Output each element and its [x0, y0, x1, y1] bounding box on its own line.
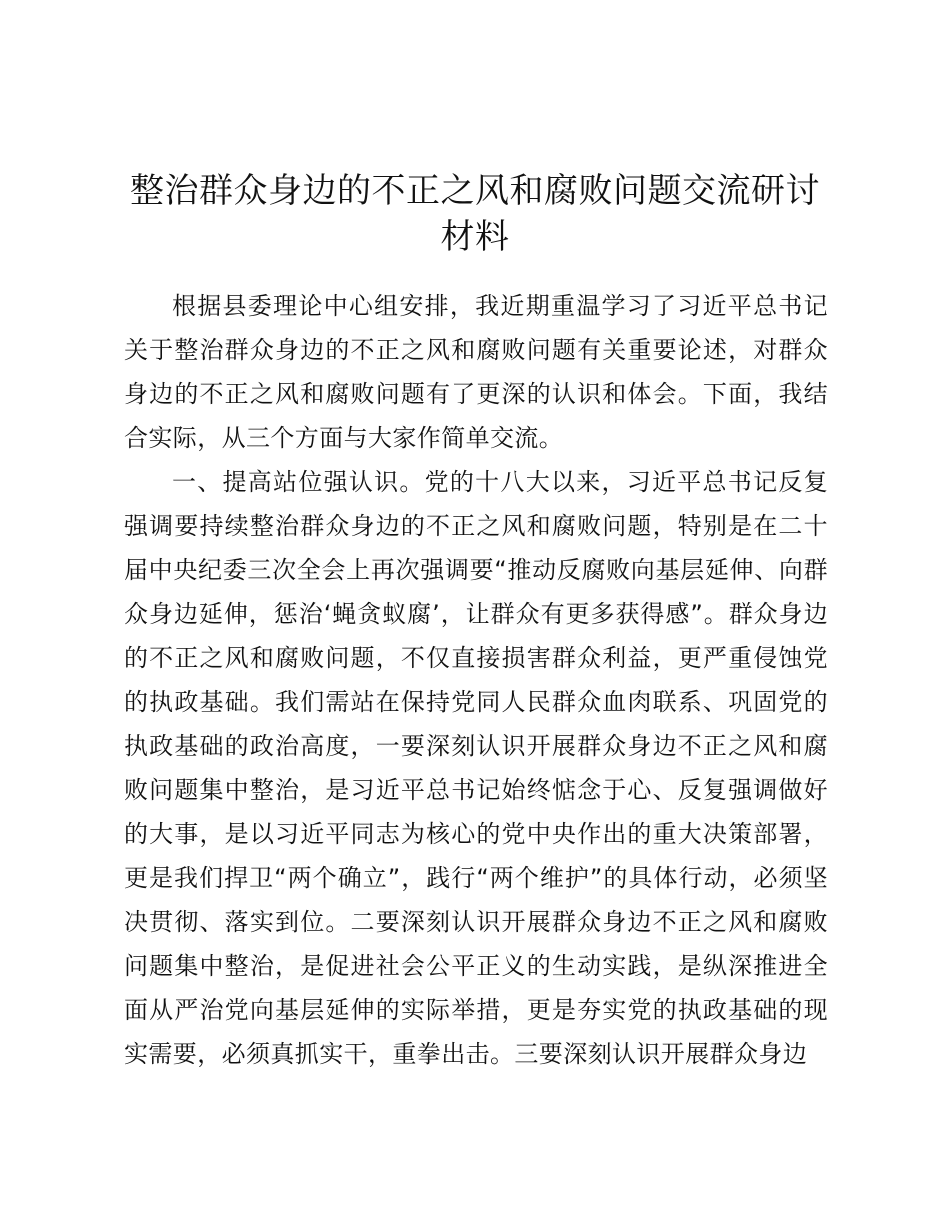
- document-title: 整治群众身边的不正之风和腐败问题交流研讨材料: [130, 171, 820, 257]
- document-body: [124, 284, 828, 1076]
- paragraph-intro: 根据县委理论中心组安排，我近期重温学习了习近平总书记关于整治群众身边的不正之风和腐败问题有关重要论述，对群众身边的不正之风和腐败问题有了更深的认识和体会。下面，我结合实际，从三个方面与大家作简单交流。: [124, 292, 828, 452]
- paragraph-section-one: 一、提高站位强认识。党的十八大以来，习近平总书记反复强调要持续整治群众身边的不正之风和腐败问题，特别是在二十届中央纪委三次全会上再次强调要“推动反腐败向基层延伸、向群众身边延伸，惩治‘蝇贪蚁腐’，让群众有更多获得感”。群众身边的不正之风和腐败问题，不仅直接损害群众利益，更严重侵蚀党的执政基础。我们需站在保持党同人民群众血肉联系、巩固党的执政基础的政治高度，一要深刻认识开展群众身边不正之风和腐败问题集中整治，是习近平总书记始终惦念于心、反复强调做好的大事，是以习近平同志为核心的党中央作出的重大决策部署，更是我们捍卫“两个确立”，践行“两个维护”的具体行动，必须坚决贯彻、落实到位。二要深刻认识开展群众身边不正之风和腐败问题集中整治，是促进社会公平正义的生动实践，是纵深推进全面从严治党向基层延伸的实际举措，更是夯实党的执政基础的现实需要，必须真抓实干，重拳出击。三要深刻认识开展群众身边: [124, 468, 828, 1068]
